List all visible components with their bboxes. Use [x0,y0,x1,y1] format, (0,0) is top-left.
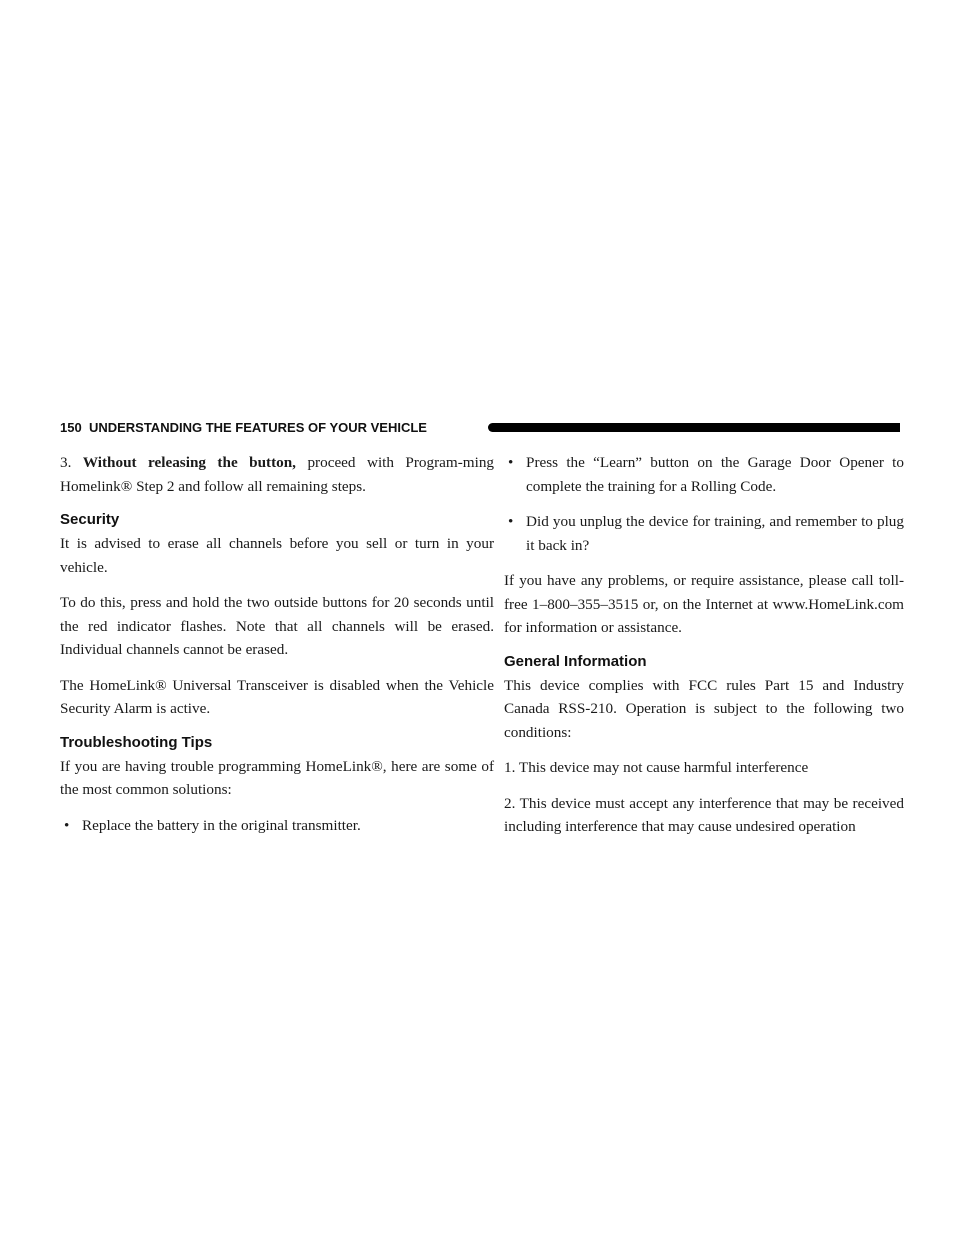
step-3-text: proceed with Program-ming Homelink® Step 2 and follow all remaining steps. [60,454,495,495]
bullet-text: Replace the battery in the original transmitter. [82,816,361,834]
page-header [60,420,900,436]
chapter-title: UNDERSTANDING THE FEATURES OF YOUR VEHICLE [88,420,427,435]
bullet-icon: • [64,816,70,834]
security-paragraph-2: To do this, press and hold the two outside buttons for 20 seconds until the red indicator flashes. Note that all channels will be erased. Individual channels cannot be erased. [60,594,494,658]
general-paragraph: This device complies with FCC rules Part 15 and Industry Canada RSS-210. Operation is subject to the following two conditions: [504,676,904,741]
assistance-paragraph: If you have any problems, or require assistance, please call toll-free 1–800–355–3515 or, on the Internet at www.HomeLink.com for information or assistance. [504,572,904,636]
left-column [60,451,494,849]
step-3-lead: Without releasing the button, [82,454,296,471]
bullet-icon: • [508,454,514,471]
right-column [504,451,904,851]
troubleshooting-heading: Troubleshooting Tips [60,733,213,751]
security-paragraph-1: It is advised to erase all channels before you sell or turn in your vehicle. [60,535,494,576]
bullet-item-learn-button [504,451,904,498]
general-information-heading: General Information [504,652,647,670]
bullet-item-battery [60,814,494,838]
bullet-text: Press the “Learn” button on the Garage Door Opener to complete the training for a Rolling Code. [526,454,904,495]
security-paragraph-3: The HomeLink® Universal Transceiver is disabled when the Vehicle Security Alarm is active. [60,676,494,717]
condition-2: 2. This device must accept any interference that may be received including interference that may cause undesired operation [504,794,904,835]
bullet-icon: • [508,513,514,530]
step-3-number: 3. [60,454,72,471]
condition-1: 1. This device may not cause harmful interference [504,759,809,776]
header-bar [488,423,900,432]
bullet-item-unplug [504,510,904,557]
troubleshooting-paragraph: If you are having trouble programming HomeLink®, here are some of the most common solutions: [60,757,494,798]
security-heading: Security [60,511,120,528]
page-number: 150 [60,420,82,435]
step-3 [60,451,494,498]
header-text [60,420,427,436]
bullet-text: Did you unplug the device for training, and remember to plug it back in? [526,513,904,554]
